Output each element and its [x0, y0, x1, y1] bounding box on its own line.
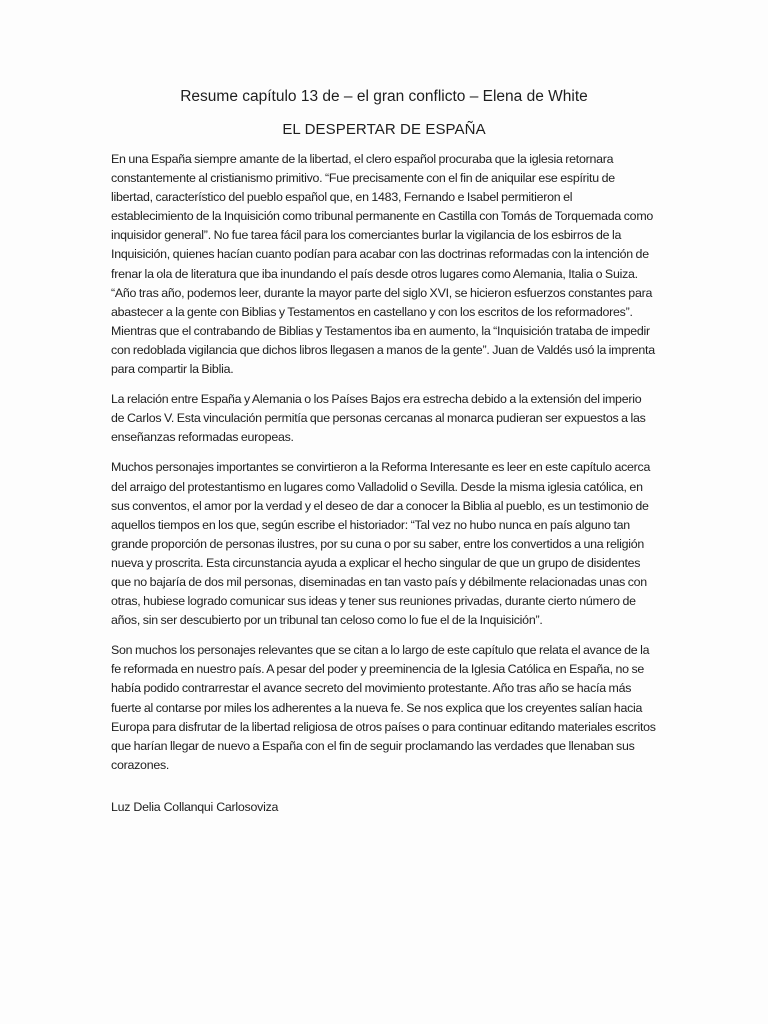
document-title: Resume capítulo 13 de – el gran conflicto – Elena de White: [180, 88, 588, 105]
document-subtitle: EL DESPERTAR DE ESPAÑA: [282, 121, 486, 138]
author-name: Luz Delia Collanqui Carlosoviza: [111, 800, 279, 814]
paragraph-4: Son muchos los personajes relevantes que se citan a lo largo de este capítulo que relata el avance de la fe reformada en nuestro país. A pesar del poder y preeminencia de la Iglesia Católica en España, no se había podido contrarrestar el avance secreto del movimiento protestante. Año tras año se hacía más fuerte al contarse por miles los adherentes a la nueva fe. Se nos explica que los creyentes salían hacia Europa para disfrutar de la libertad religiosa de otros países o para continuar editando materiales escritos que harían llegar de nuevo a España con el fin de seguir proclamando las verdades que llenaban sus corazones.: [111, 643, 656, 772]
paragraph-2: La relación entre España y Alemania o los Países Bajos era estrecha debido a la extensión del imperio de Carlos V. Esta vinculación permitía que personas cercanas al monarca pudieran ser expuestos a las enseñanzas reformadas europeas.: [111, 392, 646, 445]
paragraph-1: En una España siempre amante de la libertad, el clero español procuraba que la iglesia retornara constantemente al cristianismo primitivo. “Fue precisamente con el fin de aniquilar ese espíritu de libertad, característico del pueblo español que, en 1483, Fernando e Isabel permitieron el establecimiento de la Inquisición como tribunal permanente en Castilla con Tomás de Torquemada como inquisidor general”. No fue tarea fácil para los comerciantes burlar la vigilancia de los esbirros de la Inquisición, quienes hacían cuanto podían para acabar con las doctrinas reformadas con la intención de frenar la ola de literatura que iba inundando el país desde otros lugares como Alemania, Italia o Suiza. “Año tras año, podemos leer, durante la mayor parte del siglo XVI, se hicieron esfuerzos constantes para abastecer a la gente con Biblias y Testamentos en castellano y con los escritos de los reformadores”. Mientras que el contrabando de Biblias y Testamentos iba en aumento, la “Inquisición trataba de impedir con redoblada vigilancia que dichos libros llegasen a manos de la gente”. Juan de Valdés usó la imprenta para compartir la Biblia.: [111, 152, 655, 377]
paragraph-3: Muchos personajes importantes se convirtieron a la Reforma Interesante es leer en este capítulo acerca del arraigo del protestantismo en lugares como Valladolid o Sevilla. Desde la misma iglesia católica, en sus conventos, el amor por la verdad y el deseo de dar a conocer la Biblia al pueblo, es un testimonio de aquellos tiempos en los que, según escribe el historiador: “Tal vez no hubo nunca en país alguno tan grande proporción de personas ilustres, por su cuna o por su saber, entre los convertidos a una religión nueva y proscrita. Esta circunstancia ayuda a explicar el hecho singular de que un grupo de disidentes que no bajaría de dos mil personas, diseminadas en tan vasto país y débilmente relacionadas unas con otras, hubiese logrado comunicar sus ideas y tener sus reuniones privadas, durante cierto número de años, sin ser descubierto por un tribunal tan celoso como lo fue el de la Inquisición”.: [111, 460, 651, 628]
document-body: [111, 150, 657, 786]
